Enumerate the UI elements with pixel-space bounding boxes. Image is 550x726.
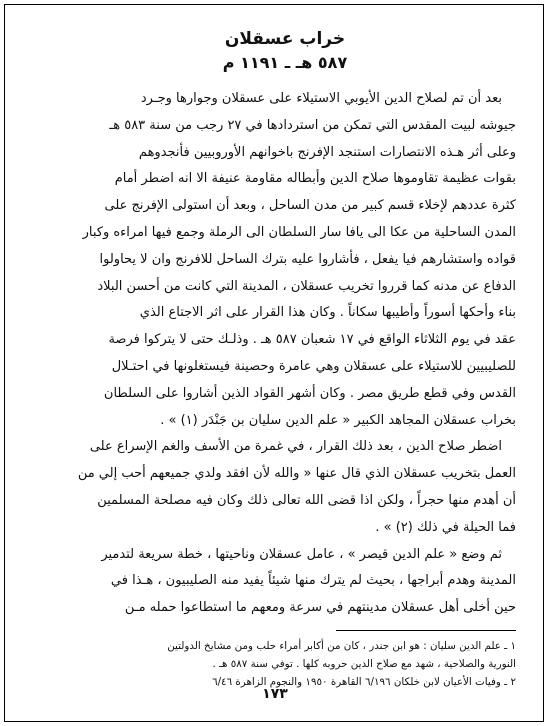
text-line: بعد أن تم لصلاح الدين الأيوبي الاستيلاء على عسقلان وجوارها وجـرد: [140, 91, 502, 106]
text-line: بناء وأحكها أسوراً وأطيبها سكاناً . وكان هذا القرار على اثر الاجتاع الذي: [139, 305, 516, 321]
text-line: أن أهدم منها حجراً ، ولكن اذا قضى الله تعالى ذلك وكان فيه مصلحة المسلمين: [97, 492, 516, 508]
footnote-line: ٢ ـ وفيات الأعيان لابن خلكان ٦/١٩٦ القاهرة ١٩٥٠ والنجوم الزاهرة ٦/٤٦: [212, 675, 516, 688]
document-page: [54, 28, 516, 691]
text-line: القدس وفي قطع طريق مصر . وكان أشهر القواد الذين أشاروا على السلطان: [103, 385, 516, 401]
footnote-line: النورية والصلاحية ، شهد مع صلاح الدين حروبه كلها . توفي سنة ٥٨٧ هـ .: [212, 657, 516, 670]
text-line: المدينة وهدم أبراجها ، بحيث لم يترك منها شيئاً يفيد منه الصليبيون ، هـذا في: [110, 573, 516, 589]
text-line: حين أخلى أهل عسقلان مدينتهم في سرعة ومعهم ما استطاعوا حمله مـن: [124, 600, 516, 616]
text-line: اضطر صلاح الدين ، بعد ذلك القرار ، في غمرة من الأسف والغم الإسراع على: [89, 439, 502, 455]
paragraph-1: [54, 86, 516, 434]
text-line: جيوشه لبيت المقدس التي تمكن من استردادها في ٢٧ رجب من سنة ٥٨٣ هـ: [109, 117, 516, 133]
text-line: كثرة عددهم لإخلاء قسم كبير من مدن الساحل ، وبعد أن استولى الإفرنج على: [104, 198, 516, 214]
paragraph-3: [54, 542, 516, 622]
text-line: عقد في يوم الثلاثاء الواقع في ١٧ شعبان ٥٨٧ هـ . وذلـك حتى لا يتركوا فرصة: [108, 332, 516, 348]
page-subtitle: ٥٨٧ هـ ـ ١١٩١ م: [222, 53, 348, 72]
text-line: المدن الساحلية من عكا الى يافا سار السلطان الى الرملة وجمع فيها امراءه وكبار: [82, 224, 516, 240]
footnote-separator: [336, 630, 516, 631]
paragraph-2: [54, 434, 516, 541]
text-line: الدفاع عن مدنه كما قرروا تخريب عسقلان ، المدينة التي كانت من أحسن البلاد: [97, 278, 516, 294]
page-number: ١٧٣: [262, 686, 288, 702]
text-line: فما الحيلة في ذلك (٢) » .: [375, 519, 516, 535]
text-line: بقوات عظيمة تقاوموها صلاح الدين وأبطاله مقاومة عنيفة الا انه اضطر أمام: [114, 171, 516, 187]
footnotes: [54, 637, 516, 691]
footnote-line: ١ ـ علم الدين سليان : هو ابن جندر ، كان من أكابر أمراء حلب ومن مشايخ الدولتين: [167, 639, 516, 652]
text-line: وعلى أثر هـذه الانتصارات استنجد الإفرنج باخوانهم الأوروبيين فأنجدوهم: [138, 144, 516, 160]
text-line: العمل بتخريب عسقلان الذي قال عنها « والله لأن افقد ولدي جميعهم أحب إلي من: [77, 466, 516, 482]
text-line: قواده واستشارهم فيا يفعل ، فأشاروا عليه بترك الساحل للافرنج وان لا يحاولوا: [99, 251, 516, 267]
text-line: للصليبيين للاستيلاء على عسقلان وهي عامرة وحصينة فيستغلونها في احتـلال: [111, 358, 516, 374]
page-title: خراب عسقلان: [224, 29, 346, 49]
text-line: بخراب عسقلان المجاهد الكبير « علم الدين سليان بن جَنْدَر (١) » .: [160, 412, 516, 428]
text-line: ثم وضع « علم الدين قيصر » ، عامل عسقلان وناحيتها ، خطة سريعة لتدمير: [101, 546, 502, 562]
